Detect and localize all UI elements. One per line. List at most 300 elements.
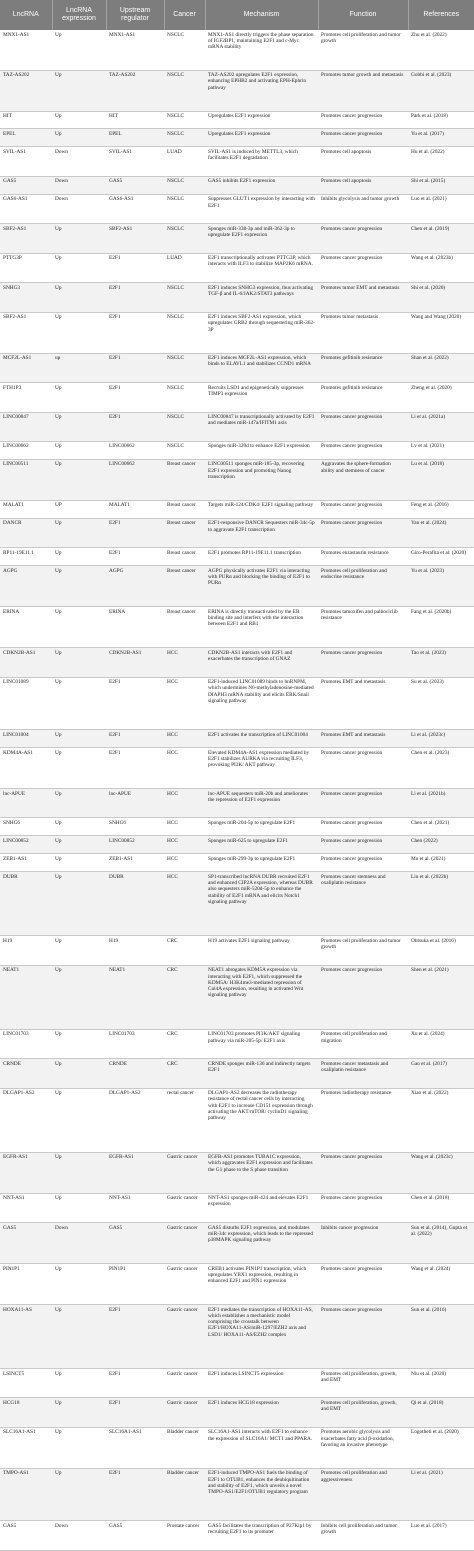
cell-function: Promotes cancer progression	[318, 518, 408, 547]
cell-expression: Up	[52, 607, 106, 648]
table-row	[0, 566, 474, 607]
cell-cancer: Gastric cancer	[164, 1369, 205, 1398]
cell-lncrna: ZEB1-AS1	[0, 854, 52, 872]
table-row	[0, 129, 474, 147]
cell-cancer: HCC	[164, 730, 205, 748]
cell-references: Li et al. (2021)	[408, 1468, 474, 1520]
cell-cancer: NSCLC	[164, 30, 205, 70]
cell-upstream-regulator: SVIL-AS1	[106, 147, 164, 176]
cell-references: Yu et al. (2023)	[408, 566, 474, 607]
cell-upstream-regulator: DUBR	[106, 872, 164, 936]
cell-function: Promotes cancer progression	[318, 789, 408, 818]
cell-mechanism: TAZ-AS202 upregulates E2F1 expression, enhancing EPHB2 and activating EPH-Ephrin pathway	[205, 70, 318, 111]
cell-mechanism: Suppresses GLUT1 expression by interacting with E2F1	[205, 194, 318, 223]
table-row	[0, 836, 474, 854]
cell-references: Lu et al. (2018)	[408, 459, 474, 500]
cell-lncrna: FTH1P3	[0, 383, 52, 412]
cell-mechanism: Sponges miR-204-5p to upregulate E2F1	[205, 818, 318, 836]
cell-cancer: Breast cancer	[164, 500, 205, 518]
cell-lncrna: EPEL	[0, 129, 52, 147]
cell-cancer: CRC	[164, 965, 205, 1029]
cell-mechanism: NNT-AS1 sponges miR-424 and elevates E2F1 expression	[205, 1193, 318, 1222]
cell-expression: Up	[52, 30, 106, 70]
cell-cancer: NSCLC	[164, 383, 205, 412]
cell-expression: Up	[52, 836, 106, 854]
cell-references: Chen et al. (2023)	[408, 748, 474, 789]
cell-expression: Up	[52, 383, 106, 412]
cell-upstream-regulator: CDKN2B-AS1	[106, 648, 164, 677]
cell-cancer: CRC	[164, 1029, 205, 1058]
cell-upstream-regulator: lnc-APUE	[106, 789, 164, 818]
cell-references: Mu et al. (2021)	[408, 854, 474, 872]
table-row	[0, 500, 474, 518]
cell-cancer: HCC	[164, 677, 205, 729]
cell-lncrna: LINC00847	[0, 412, 52, 441]
cell-expression: Up	[52, 548, 106, 566]
cell-mechanism: E2F1 activates the transcription of LINC01004	[205, 730, 318, 748]
cell-references: Lv et al. (2021)	[408, 441, 474, 459]
cell-expression: Up	[52, 677, 106, 729]
cell-cancer: NSCLC	[164, 283, 205, 312]
cell-mechanism: Elevated KDM4A-AS1 expression mediated by E2F1 stabilizes AURKA via recruiting ILF3, provoking PI3K/ AKT pathway	[205, 748, 318, 789]
cell-mechanism: CDKN2B-AS1 interacts with E2F1 and exacerbates the transcription of GNAZ	[205, 648, 318, 677]
cell-cancer: Breast cancer	[164, 459, 205, 500]
table-row	[0, 854, 474, 872]
cell-lncrna: LINC00852	[0, 836, 52, 854]
table-row	[0, 518, 474, 547]
cell-upstream-regulator: EGFR-AS1	[106, 1152, 164, 1193]
cell-cancer: LUAD	[164, 253, 205, 282]
cell-expression: Up	[52, 253, 106, 282]
cell-function: Promotes EMT and metastasis	[318, 730, 408, 748]
cell-references: Su et al. (2023)	[408, 677, 474, 729]
cell-function: Promotes cancer progression	[318, 441, 408, 459]
cell-cancer: Gastric cancer	[164, 1305, 205, 1369]
cell-cancer: rectal cancer	[164, 1088, 205, 1152]
cell-cancer: NSCLC	[164, 129, 205, 147]
cell-function: Promotes cancer metastasis and oxaliplatin resistance	[318, 1059, 408, 1088]
cell-lncrna: DUBR	[0, 872, 52, 936]
cell-cancer: Gastric cancer	[164, 1398, 205, 1427]
table-row	[0, 30, 474, 70]
cell-lncrna: NEAT1	[0, 965, 52, 1029]
cell-mechanism: Sponges miR-320d to enhance E2F1 expression	[205, 441, 318, 459]
cell-expression: Up	[52, 459, 106, 500]
cell-upstream-regulator: ERINA	[106, 607, 164, 648]
cell-cancer: LUAD	[164, 147, 205, 176]
cell-mechanism: CRNDE sponges miR-136 and indirectly targets E2F1	[205, 1059, 318, 1088]
table-row	[0, 1264, 474, 1305]
table-row	[0, 1193, 474, 1222]
table-row	[0, 1152, 474, 1193]
cell-references: Chen et al. (2019)	[408, 224, 474, 253]
cell-lncrna: HIT	[0, 111, 52, 129]
table-row	[0, 176, 474, 194]
cell-expression: Up	[52, 1305, 106, 1369]
cell-references: Fang et al. (2020b)	[408, 607, 474, 648]
cell-upstream-regulator: GAS5	[106, 1521, 164, 1551]
cell-function: Promotes cell proliferation and tumor growth	[318, 30, 408, 70]
cell-references: Qi et al. (2018)	[408, 1398, 474, 1427]
table-row	[0, 70, 474, 111]
cell-lncrna: LINC00662	[0, 441, 52, 459]
cell-cancer: Gastric cancer	[164, 1152, 205, 1193]
cell-mechanism: Sponges miR-299-3p to upregulate E2F1	[205, 854, 318, 872]
cell-upstream-regulator: NEAT1	[106, 965, 164, 1029]
table-row	[0, 1305, 474, 1369]
cell-upstream-regulator: E2F1	[106, 283, 164, 312]
table-row	[0, 730, 474, 748]
cell-upstream-regulator: TAZ-AS202	[106, 70, 164, 111]
header-lncrna: LncRNA	[0, 0, 52, 30]
cell-mechanism: LINC00511 sponges miR-185-3p, recovering E2F1 expression and promoting Nanog transcription	[205, 459, 318, 500]
cell-cancer: HCC	[164, 836, 205, 854]
header-upstream-regulator: Upstream regulator	[106, 0, 164, 30]
table-row	[0, 111, 474, 129]
cell-lncrna: GAS5	[0, 1521, 52, 1551]
cell-references: Feng et al. (2016)	[408, 500, 474, 518]
cell-function: Promotes cancer progression	[318, 836, 408, 854]
cell-lncrna: SBF2-AS1	[0, 224, 52, 253]
cell-lncrna: SNHG3	[0, 283, 52, 312]
cell-upstream-regulator: LINC01703	[106, 1029, 164, 1058]
cell-upstream-regulator: E2F1	[106, 730, 164, 748]
header-mechanism: Mechanism	[205, 0, 318, 30]
cell-mechanism: SVIL-AS1 is induced by METTL3, which facilitates E2F1 degradation	[205, 147, 318, 176]
cell-references: Shi et al. (2020)	[408, 283, 474, 312]
cell-cancer: Breast cancer	[164, 566, 205, 607]
cell-references: Yan et al. (2024)	[408, 518, 474, 547]
cell-function: Promotes cancer progression	[318, 500, 408, 518]
cell-mechanism: EGFR-AS1 promotes TUBA1C expression, which aggravates E2F1 expression and facilitates the G1 phase to the S phase transition	[205, 1152, 318, 1193]
cell-lncrna: HCG18	[0, 1398, 52, 1427]
table-row	[0, 872, 474, 936]
cell-cancer: NSCLC	[164, 312, 205, 353]
cell-lncrna: GAS5	[0, 1223, 52, 1264]
table-row	[0, 648, 474, 677]
table-row	[0, 383, 474, 412]
cell-references: Giro-Perafita et al. (2020)	[408, 548, 474, 566]
table-row	[0, 548, 474, 566]
cell-function: Promotes cancer progression	[318, 224, 408, 253]
cell-references: Park et al. (2018)	[408, 111, 474, 129]
table-row	[0, 1369, 474, 1398]
cell-references: Chen et al. (2021)	[408, 818, 474, 836]
cell-upstream-regulator: NNT-AS1	[106, 1193, 164, 1222]
cell-mechanism: E2F1 mediates the transcription of HOXA11-AS, which establishes a mechanistic model comprising the crosstalk between E2F1/HOXA11-AS/miR-1297/EZH2 axis and LSD1/ HOXA11-AS/EZH2 complex	[205, 1305, 318, 1369]
cell-lncrna: ERINA	[0, 607, 52, 648]
cell-mechanism: Targets miR-124/CDK4/ E2F1 signaling pathway	[205, 500, 318, 518]
cell-upstream-regulator: GAS6-AS1	[106, 194, 164, 223]
table-row	[0, 789, 474, 818]
table-body	[0, 30, 474, 1551]
cell-expression: Up	[52, 936, 106, 965]
cell-expression: Up	[52, 1264, 106, 1305]
cell-references: Wang et al. (2023c)	[408, 1152, 474, 1193]
cell-references: Sun et al. (2016)	[408, 1305, 474, 1369]
cell-upstream-regulator: E2F1	[106, 383, 164, 412]
table-row	[0, 353, 474, 382]
cell-expression: Up	[52, 1468, 106, 1520]
table-row	[0, 253, 474, 282]
cell-lncrna: TAZ-AS202	[0, 70, 52, 111]
cell-cancer: HCC	[164, 818, 205, 836]
table-row	[0, 1029, 474, 1058]
cell-upstream-regulator: MALAT1	[106, 500, 164, 518]
cell-expression: Up	[52, 70, 106, 111]
cell-lncrna: H19	[0, 936, 52, 965]
cell-mechanism: LINC01703 promotes PI3K/AKT signaling pathway via miR-205-5p/ E2F1 axis	[205, 1029, 318, 1058]
cell-mechanism: DLGAP1-AS2 decreases the radiotherapy resistance of rectal cancer cells by interacting with E2F1 to increase CD151 expression through activating the AKT/mTOR/ cyclinD1 signaling pathway	[205, 1088, 318, 1152]
cell-upstream-regulator: PIN1P1	[106, 1264, 164, 1305]
cell-lncrna: LINC01089	[0, 677, 52, 729]
cell-lncrna: CRNDE	[0, 1059, 52, 1088]
table-row	[0, 1468, 474, 1520]
cell-references: Logotheti et al. (2020)	[408, 1427, 474, 1468]
cell-function: Promotes cell apoptosis	[318, 147, 408, 176]
cell-expression: Up	[52, 283, 106, 312]
cell-lncrna: MALAT1	[0, 500, 52, 518]
cell-function: Promotes cancer progression	[318, 965, 408, 1029]
cell-lncrna: LINC00511	[0, 459, 52, 500]
cell-lncrna: DANCR	[0, 518, 52, 547]
cell-mechanism: E2F1 induces LSINCT5 expression	[205, 1369, 318, 1398]
cell-lncrna: GAS5	[0, 176, 52, 194]
cell-function: Promotes radiotherapy resistance	[318, 1088, 408, 1152]
cell-upstream-regulator: SBF2-AS1	[106, 224, 164, 253]
cell-expression: Up	[52, 1369, 106, 1398]
cell-lncrna: PTTG3P	[0, 253, 52, 282]
cell-expression: Up	[52, 854, 106, 872]
cell-references: Chen et al. (2018)	[408, 1193, 474, 1222]
table-row	[0, 459, 474, 500]
cell-upstream-regulator: E2F1	[106, 677, 164, 729]
cell-upstream-regulator: CRNDE	[106, 1059, 164, 1088]
cell-lncrna: DLGAP1-AS2	[0, 1088, 52, 1152]
cell-function: Promotes EMT and metastasis	[318, 677, 408, 729]
cell-function: Promotes cancer progression	[318, 818, 408, 836]
cell-mechanism: E2F1 induces SNHG3 expression, thus activating TGF-β and IL-6/JAK2/STAT3 pathways	[205, 283, 318, 312]
cell-function: Inhibits glycolysis and tumor growth	[318, 194, 408, 223]
cell-expression: Up	[52, 441, 106, 459]
cell-upstream-regulator: HIT	[106, 111, 164, 129]
cell-mechanism: GAS5 inhibits E2F1 expression	[205, 176, 318, 194]
cell-cancer: NSCLC	[164, 70, 205, 111]
cell-references: Hu et al. (2022)	[408, 147, 474, 176]
cell-cancer: Bladder cancer	[164, 1468, 205, 1520]
cell-lncrna: SVIL-AS1	[0, 147, 52, 176]
cell-function: Promotes cancer progression	[318, 1193, 408, 1222]
cell-mechanism: CREB1 activates PIN1P1 transcription, which upregulates YBX1 expression, resulting in enhanced E2F1 and PIN1 expression	[205, 1264, 318, 1305]
cell-function: Promotes cell apoptosis	[318, 176, 408, 194]
table-row	[0, 965, 474, 1029]
cell-upstream-regulator: SNHG6	[106, 818, 164, 836]
cell-references: Yu et al. (2017)	[408, 129, 474, 147]
cell-function: Promotes aerobic glycolysis and exacerbates fatty acid β-oxidation, favoring an invasive phenotype	[318, 1427, 408, 1468]
cell-references: Xiao et al. (2022)	[408, 1088, 474, 1152]
cell-mechanism: H19 activates E2F1 signaling pathway	[205, 936, 318, 965]
cell-function: Promotes cell proliferation and tumor growth	[318, 936, 408, 965]
cell-cancer: NSCLC	[164, 176, 205, 194]
cell-function: Promotes tamoxifen and palbociclib resistance	[318, 607, 408, 648]
cell-function: Promotes gefitinib resistance	[318, 383, 408, 412]
cell-upstream-regulator: ZEB1-AS1	[106, 854, 164, 872]
cell-mechanism: Recruits LSD1 and epigenetically suppresses TIMP3 expression	[205, 383, 318, 412]
cell-references: Wang et al. (2023b)	[408, 253, 474, 282]
cell-upstream-regulator: GAS5	[106, 1223, 164, 1264]
cell-references: Luo et al. (2017)	[408, 1521, 474, 1551]
cell-cancer: CRC	[164, 936, 205, 965]
cell-upstream-regulator: H19	[106, 936, 164, 965]
cell-mechanism: GAS5 facilitates the transcription of P27Kip1 by recruiting E2F1 to its promoter	[205, 1521, 318, 1551]
cell-lncrna: GAS6-AS1	[0, 194, 52, 223]
table-row	[0, 283, 474, 312]
cell-function: Aggravates the sphere-formation ability and stemness of cancer	[318, 459, 408, 500]
cell-function: Inhibits cell proliferation and tumor growth	[318, 1521, 408, 1551]
cell-cancer: NSCLC	[164, 441, 205, 459]
table-row	[0, 194, 474, 223]
cell-cancer: NSCLC	[164, 111, 205, 129]
cell-function: Promotes cancer progression	[318, 1305, 408, 1369]
cell-expression: Up	[52, 872, 106, 936]
cell-function: Promotes cell proliferation and endocrine resistance	[318, 566, 408, 607]
table-row	[0, 1059, 474, 1088]
cell-upstream-regulator: E2F1	[106, 1468, 164, 1520]
cell-upstream-regulator: LINC00852	[106, 836, 164, 854]
cell-mechanism: lnc-APUE sequesters miR-20b and ameliorates the repression of E2F1 expression	[205, 789, 318, 818]
cell-upstream-regulator: E2F1	[106, 548, 164, 566]
cell-references: Wang and Wang (2020)	[408, 312, 474, 353]
cell-cancer: NSCLC	[164, 224, 205, 253]
cell-cancer: HCC	[164, 648, 205, 677]
cell-mechanism: E2F1 promotes RP11-19E11.1 transcription	[205, 548, 318, 566]
table-row	[0, 312, 474, 353]
cell-references: Sun et al. (2014), Gupta et al. (2022)	[408, 1223, 474, 1264]
cell-mechanism: SLC16A1-AS1 interacts with E2F1 to enhance the expression of SLC16A1/ MCT1 and PPARA.	[205, 1427, 318, 1468]
cell-expression: Down	[52, 1223, 106, 1264]
cell-upstream-regulator: E2F1	[106, 518, 164, 547]
cell-function: Promotes cancer progression	[318, 111, 408, 129]
table-row	[0, 1088, 474, 1152]
cell-lncrna: SLC16A1-AS1	[0, 1427, 52, 1468]
cell-references: Li et al. (2021a)	[408, 412, 474, 441]
cell-mechanism: NEAT1 abrogates KDM5A expression via interacting with E2F1, which suppressed the KDM5A/ H3K4me3-mediated repression of Cul4A expression, resulting in activated Wnt signaling pathway	[205, 965, 318, 1029]
cell-references: Wang et al. (2024)	[408, 1264, 474, 1305]
cell-upstream-regulator: DLGAP1-AS2	[106, 1088, 164, 1152]
cell-expression: Up	[52, 965, 106, 1029]
cell-cancer: Gastric cancer	[164, 1264, 205, 1305]
cell-mechanism: E2F1-responsive DANCR Sequesters miR-34c-5p to aggravate E2F1 transcription	[205, 518, 318, 547]
cell-expression: Up	[52, 748, 106, 789]
cell-expression: Up	[52, 518, 106, 547]
cell-lncrna: EGFR-AS1	[0, 1152, 52, 1193]
cell-upstream-regulator: E2F1	[106, 253, 164, 282]
cell-references: Li et al. (2023c)	[408, 730, 474, 748]
cell-expression: Up	[52, 566, 106, 607]
cell-lncrna: LSINCT5	[0, 1369, 52, 1398]
cell-upstream-regulator: E2F1	[106, 312, 164, 353]
cell-mechanism: E2F1-induced LINC01089 binds to hnRNPM, which undermines N6-methyladenosine-mediated DIAPH3 mRNA stability and elicits ERK/Snail signaling pathway	[205, 677, 318, 729]
cell-references: Ohtsuka et al. (2016)	[408, 936, 474, 965]
cell-lncrna: NNT-AS1	[0, 1193, 52, 1222]
cell-expression: UP	[52, 500, 106, 518]
cell-expression: Down	[52, 194, 106, 223]
cell-lncrna: CDKN2B-AS1	[0, 648, 52, 677]
cell-expression: Up	[52, 1059, 106, 1088]
cell-function: Promotes tumor metastasis	[318, 312, 408, 353]
cell-function: Promotes cancer progression	[318, 129, 408, 147]
cell-lncrna: KDM4A-AS1	[0, 748, 52, 789]
cell-function: Promotes tumor EMT and metastasis	[318, 283, 408, 312]
cell-references: Chen (2022)	[408, 836, 474, 854]
cell-function: Promotes cancer progression	[318, 748, 408, 789]
table-row	[0, 1427, 474, 1468]
table-row	[0, 224, 474, 253]
cell-upstream-regulator: SLC16A1-AS1	[106, 1427, 164, 1468]
cell-upstream-regulator: E2F1	[106, 1369, 164, 1398]
cell-lncrna: lnc-APUE	[0, 789, 52, 818]
cell-lncrna: MCF2L-AS1	[0, 353, 52, 382]
table-row	[0, 441, 474, 459]
cell-expression: Down	[52, 176, 106, 194]
cell-lncrna: LINC01703	[0, 1029, 52, 1058]
cell-expression: Down	[52, 1521, 106, 1551]
table-row	[0, 748, 474, 789]
cell-mechanism: E2F1 induces MCF2L-AS1 expression, which binds to ELAVL1 and stabilizes CCND1 mRNA	[205, 353, 318, 382]
cell-upstream-regulator: E2F1	[106, 1398, 164, 1427]
cell-lncrna: TMPO-AS1	[0, 1468, 52, 1520]
cell-mechanism: E2F1-induced TMPO-AS1 fuels the binding of E2F1 to OTUB1, enhances the deubiquitination and stability of E2F1, which unveils a novel TMPO-AS1/E2F1/OTUB1 regulatory program	[205, 1468, 318, 1520]
header-cancer: Cancer	[164, 0, 205, 30]
cell-upstream-regulator: GAS5	[106, 176, 164, 194]
header-row	[0, 0, 474, 30]
cell-references: Xu et al. (2024)	[408, 1029, 474, 1058]
table-row	[0, 936, 474, 965]
cell-upstream-regulator: LINC00662	[106, 441, 164, 459]
cell-function: Promotes cell proliferation and migration	[318, 1029, 408, 1058]
table-row	[0, 1223, 474, 1264]
cell-cancer: CRC	[164, 1059, 205, 1088]
cell-expression: Down	[52, 147, 106, 176]
cell-upstream-regulator: E2F1	[106, 1305, 164, 1369]
cell-references: Shan et al. (2022)	[408, 353, 474, 382]
table-row	[0, 607, 474, 648]
cell-expression: Up	[52, 789, 106, 818]
cell-mechanism: Upregulates E2F1 expression	[205, 111, 318, 129]
cell-function: Promotes cell proliferation and aggressiveness	[318, 1468, 408, 1520]
cell-expression: Up	[52, 224, 106, 253]
cell-expression: Up	[52, 648, 106, 677]
cell-function: Promotes cancer progression	[318, 1152, 408, 1193]
cell-cancer: Gastric cancer	[164, 1193, 205, 1222]
cell-cancer: Prostate cancer	[164, 1521, 205, 1551]
cell-references: Li et al. (2021b)	[408, 789, 474, 818]
cell-cancer: HCC	[164, 854, 205, 872]
header-function: Function	[318, 0, 408, 30]
cell-cancer: Bladder cancer	[164, 1427, 205, 1468]
cell-cancer: HCC	[164, 789, 205, 818]
cell-function: Promotes gefitinib resistance	[318, 353, 408, 382]
cell-expression: Up	[52, 1193, 106, 1222]
cell-function: Promotes cancer progression	[318, 412, 408, 441]
table-row	[0, 1398, 474, 1427]
cell-mechanism: LINC00847 is transcriptionally activated by E2F1 and mediates miR-147a/IFITM1 axis	[205, 412, 318, 441]
table-header	[0, 0, 474, 30]
cell-mechanism: E2F1 induces HCG18 expression	[205, 1398, 318, 1427]
cell-mechanism: Upregulates E2F1 expression	[205, 129, 318, 147]
cell-upstream-regulator: MNX1-AS1	[106, 30, 164, 70]
cell-function: Promotes enzastaurin resistance	[318, 548, 408, 566]
